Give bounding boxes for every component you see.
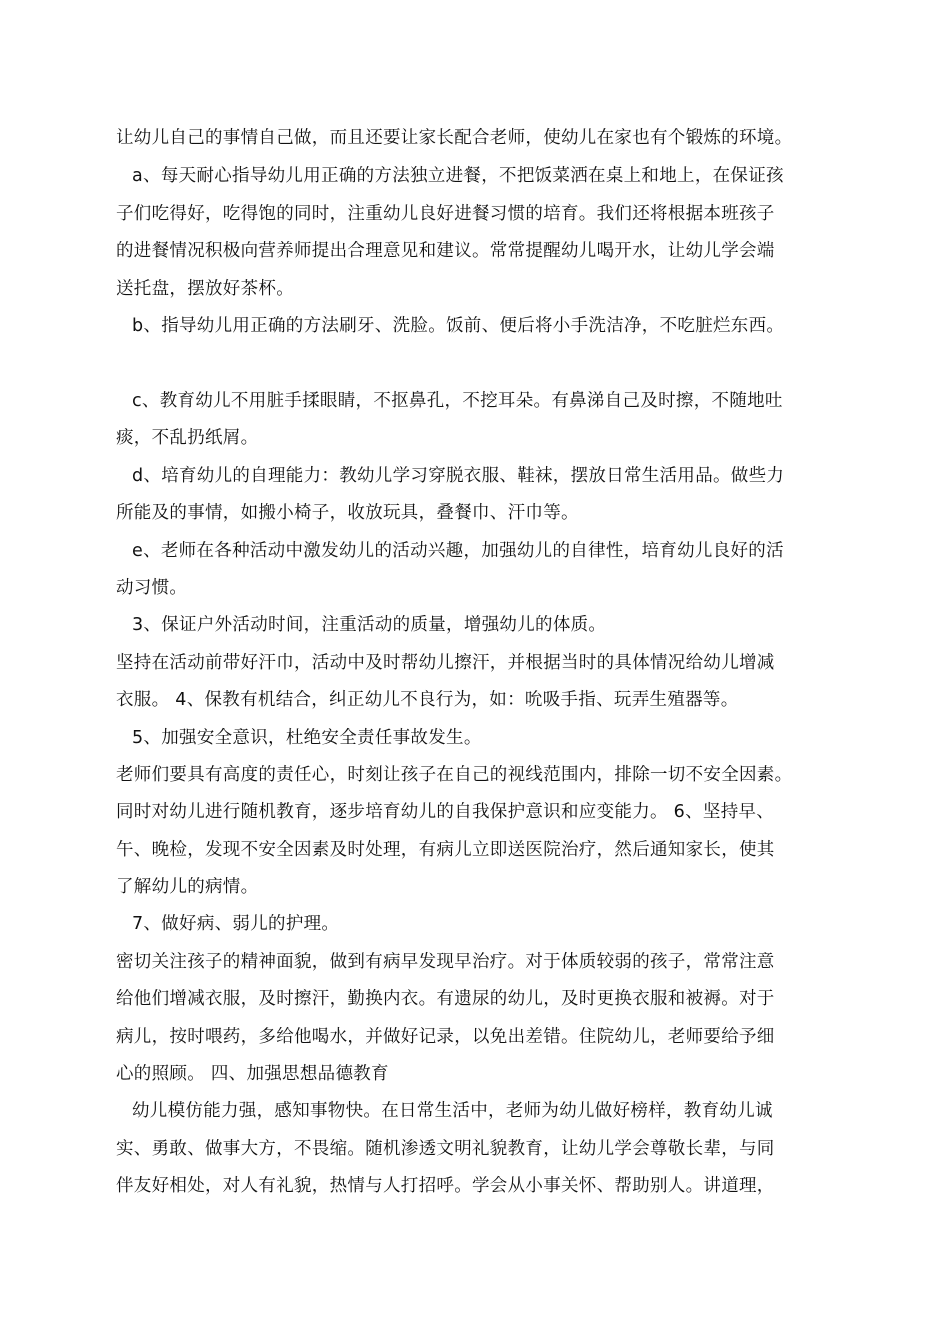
text-line: 心的照顾。 四、加强思想品德教育 <box>116 1064 389 1084</box>
text-line: 痰，不乱扔纸屑。 <box>116 428 259 448</box>
text-line: 送托盘，摆放好茶杯。 <box>116 279 294 299</box>
text-line: 密切关注孩子的精神面貌，做到有病早发现早治疗。对于体质较弱的孩子，常常注意 <box>116 952 775 972</box>
text-line: 了解幼儿的病情。 <box>116 877 259 897</box>
text-line: b、指导幼儿用正确的方法刷牙、洗脸。饭前、便后将小手洗洁净，不吃脏烂东西。 <box>132 316 785 336</box>
text-line: 7、做好病、弱儿的护理。 <box>132 914 340 934</box>
text-line: 5、加强安全意识，杜绝安全责任事故发生。 <box>132 728 482 748</box>
text-line: 伴友好相处，对人有礼貌，热情与人打招呼。学会从小事关怀、帮助别人。讲道理， <box>116 1176 775 1196</box>
text-line: 3、保证户外活动时间，注重活动的质量，增强幼儿的体质。 <box>132 615 607 635</box>
text-line: 老师们要具有高度的责任心，时刻让孩子在自己的视线范围内，排除一切不安全因素。 <box>116 765 793 785</box>
text-line: 实、勇敢、做事大方，不畏缩。随机渗透文明礼貌教育，让幼儿学会尊敬长辈，与同 <box>116 1139 775 1159</box>
text-line: 病儿，按时喂药，多给他喝水，并做好记录，以免出差错。住院幼儿，老师要给予细 <box>116 1027 775 1047</box>
text-line: 动习惯。 <box>116 578 188 598</box>
text-line: 让幼儿自己的事情自己做，而且还要让家长配合老师，使幼儿在家也有个锻炼的环境。 <box>116 128 793 148</box>
text-line: 同时对幼儿进行随机教育，逐步培育幼儿的自我保护意识和应变能力。 6、坚持早、 <box>116 802 775 822</box>
text-line: 午、晚检，发现不安全因素及时处理，有病儿立即送医院治疗，然后通知家长，使其 <box>116 840 775 860</box>
text-line: 坚持在活动前带好汗巾，活动中及时帮幼儿擦汗，并根据当时的具体情况给幼儿增减 <box>116 653 775 673</box>
text-line: 衣服。 4、保教有机结合，纠正幼儿不良行为，如：吮吸手指、玩弄生殖器等。 <box>116 690 739 710</box>
text-line: e、老师在各种活动中激发幼儿的活动兴趣，加强幼儿的自律性，培育幼儿良好的活 <box>132 541 784 561</box>
text-line: 所能及的事情，如搬小椅子，收放玩具，叠餐巾、汗巾等。 <box>116 503 579 523</box>
text-line: d、培育幼儿的自理能力：教幼儿学习穿脱衣服、鞋袜，摆放日常生活用品。做些力 <box>132 466 785 486</box>
text-line: a、每天耐心指导幼儿用正确的方法独立进餐，不把饭菜洒在桌上和地上，在保证孩 <box>132 166 784 186</box>
text-line: 给他们增减衣服，及时擦汗，勤换内衣。有遗尿的幼儿，及时更换衣服和被褥。对于 <box>116 989 775 1009</box>
text-line: 的进餐情况积极向营养师提出合理意见和建议。常常提醒幼儿喝开水，让幼儿学会端 <box>116 241 775 261</box>
text-line: 子们吃得好，吃得饱的同时，注重幼儿良好进餐习惯的培育。我们还将根据本班孩子 <box>116 204 775 224</box>
text-line: 幼儿模仿能力强，感知事物快。在日常生活中，老师为幼儿做好榜样，教育幼儿诚 <box>132 1101 773 1121</box>
text-line: c、教育幼儿不用脏手揉眼睛，不抠鼻孔，不挖耳朵。有鼻涕自己及时擦，不随地吐 <box>132 391 783 411</box>
